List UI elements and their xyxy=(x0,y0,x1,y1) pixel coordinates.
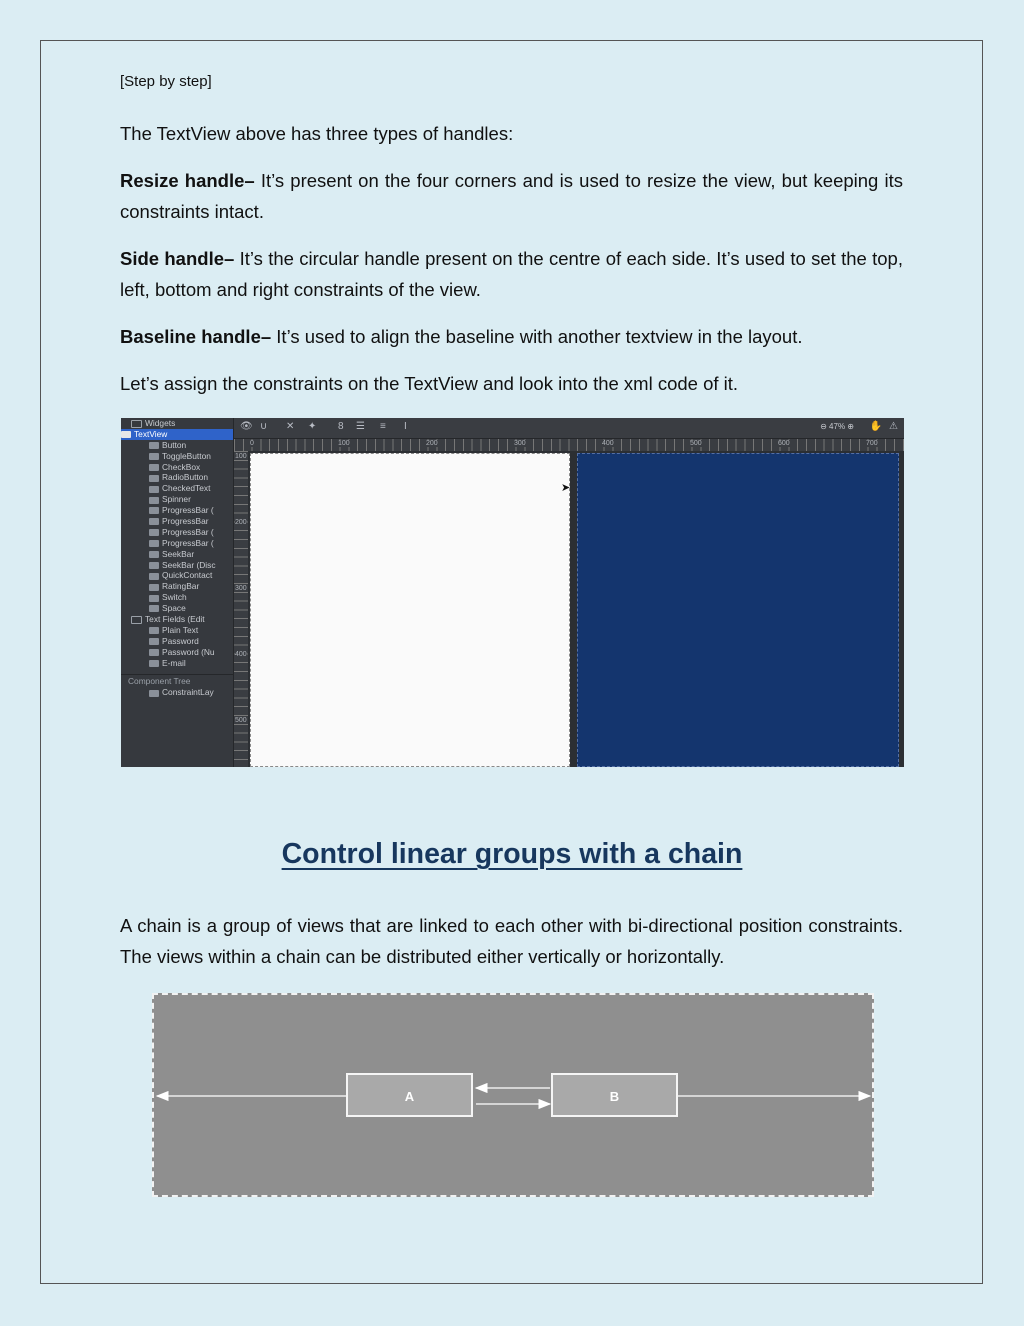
view-box-b: B xyxy=(551,1073,678,1117)
chain-arrows xyxy=(154,995,872,1195)
constraint-layout-icon xyxy=(149,690,159,697)
horizontal-ruler xyxy=(234,439,904,451)
palette-item-label: Password (Nu xyxy=(162,646,215,657)
progress-bar-icon xyxy=(149,507,159,514)
side-handle-text: It’s the circular handle present on the centre of each side. It’s used to set the top, left, bottom and right constraints of the view. xyxy=(120,248,903,300)
palette-item[interactable] xyxy=(121,462,233,473)
button-icon xyxy=(149,442,159,449)
palette-item[interactable] xyxy=(121,538,233,549)
magnet-icon[interactable]: ∪ xyxy=(260,421,268,432)
ruler-label: 300 xyxy=(514,440,526,447)
palette-item[interactable] xyxy=(121,483,233,494)
palette-item-label: SeekBar xyxy=(162,548,195,559)
palette-item-label: RatingBar xyxy=(162,581,200,592)
palette-item-label: E-mail xyxy=(162,657,186,668)
pack-icon[interactable]: ☰ xyxy=(356,421,365,432)
palette-item[interactable] xyxy=(121,570,233,581)
palette-item-label: SeekBar (Disc xyxy=(162,559,216,570)
checkbox-icon xyxy=(149,464,159,471)
ruler-label: 500 xyxy=(690,440,702,447)
align-icon[interactable]: ≡ xyxy=(380,421,386,432)
progress-bar-icon xyxy=(149,529,159,536)
section-label: [Step by step] xyxy=(120,73,212,90)
checked-text-icon xyxy=(149,486,159,493)
palette-list xyxy=(121,418,233,668)
zoom-level: 47% xyxy=(829,422,846,431)
eye-icon[interactable]: 👁 xyxy=(240,421,253,432)
zoom-out-icon[interactable]: ⊖ xyxy=(820,422,827,431)
palette-item-label: Switch xyxy=(162,592,187,603)
palette-item-label: CheckBox xyxy=(162,461,201,472)
palette-item[interactable] xyxy=(121,603,233,614)
palette-item[interactable] xyxy=(121,418,233,429)
ruler-label: 700 xyxy=(866,440,878,447)
warning-icon[interactable]: ⚠ xyxy=(889,421,898,432)
folder-icon xyxy=(131,616,142,624)
margin-icon[interactable]: 8 xyxy=(338,421,344,432)
ruler-label: 300 xyxy=(235,585,247,592)
radio-button-icon xyxy=(149,475,159,482)
palette-item-label: ProgressBar xyxy=(162,516,209,527)
baseline-handle-paragraph xyxy=(120,321,903,352)
palette-item-label: Widgets xyxy=(145,418,176,428)
ruler-label: 100 xyxy=(235,453,247,460)
component-tree-item[interactable] xyxy=(121,687,233,698)
palette-item[interactable] xyxy=(121,440,233,451)
component-tree-title: Component Tree xyxy=(121,674,233,687)
palette-panel xyxy=(121,418,234,767)
textview-icon xyxy=(121,431,131,438)
zoom-controls xyxy=(820,422,854,431)
palette-item-label: ToggleButton xyxy=(162,450,211,461)
chain-diagram xyxy=(152,993,874,1197)
editor-toolbar xyxy=(234,418,904,439)
palette-item-label: CheckedText xyxy=(162,483,211,494)
palette-item-label: Text Fields (Edit xyxy=(145,614,205,625)
palette-item[interactable] xyxy=(121,625,233,636)
palette-item-label: ProgressBar ( xyxy=(162,505,214,516)
ruler-label: 400 xyxy=(235,651,247,658)
switch-icon xyxy=(149,595,159,602)
palette-item-label: Password xyxy=(162,635,199,646)
vertical-ruler xyxy=(234,451,248,767)
ruler-label: 100 xyxy=(338,440,350,447)
seekbar-icon xyxy=(149,562,159,569)
palette-item[interactable] xyxy=(121,494,233,505)
baseline-handle-text: It’s used to align the baseline with another textview in the layout. xyxy=(271,326,803,347)
palette-item[interactable] xyxy=(121,636,233,647)
space-icon xyxy=(149,605,159,612)
ruler-label: 200 xyxy=(426,440,438,447)
palette-item[interactable] xyxy=(121,658,233,669)
palette-item-label: Button xyxy=(162,439,187,450)
palette-item-label: Spinner xyxy=(162,494,191,505)
text-field-icon xyxy=(149,638,159,645)
palette-item[interactable] xyxy=(121,549,233,560)
resize-handle-text: It’s present on the four corners and is used to resize the view, but keeping its constraints intact. xyxy=(120,170,903,222)
palette-item[interactable] xyxy=(121,472,233,483)
side-handle-term: Side handle– xyxy=(120,248,235,269)
palette-item-label: ProgressBar ( xyxy=(162,526,214,537)
palette-item[interactable] xyxy=(121,581,233,592)
pan-icon[interactable]: ✋ xyxy=(869,421,882,432)
guidelines-icon[interactable]: I xyxy=(404,421,407,432)
section-heading-text: Control linear groups with a chain xyxy=(281,838,743,870)
palette-item-label: QuickContact xyxy=(162,570,213,581)
design-surface[interactable] xyxy=(250,453,570,767)
baseline-handle-term: Baseline handle– xyxy=(120,326,272,347)
text-field-icon xyxy=(149,649,159,656)
palette-item-label: Space xyxy=(162,603,186,614)
progress-bar-icon xyxy=(149,540,159,547)
text-field-icon xyxy=(149,627,159,634)
intro-paragraph: The TextView above has three types of handles: xyxy=(120,123,514,144)
seekbar-icon xyxy=(149,551,159,558)
palette-item[interactable] xyxy=(121,647,233,658)
quick-contact-icon xyxy=(149,573,159,580)
cursor-icon: ➤ xyxy=(561,482,571,494)
clear-constraints-icon[interactable]: ✕ xyxy=(286,421,295,432)
ruler-label: 600 xyxy=(778,440,790,447)
ruler-label: 0 xyxy=(250,440,254,447)
rating-bar-icon xyxy=(149,584,159,591)
palette-item[interactable] xyxy=(121,527,233,538)
layout-editor-screenshot xyxy=(121,418,904,767)
palette-item[interactable] xyxy=(121,614,233,625)
progress-bar-icon xyxy=(149,518,159,525)
palette-item[interactable] xyxy=(121,592,233,603)
palette-item-label: TextView xyxy=(134,428,168,439)
ruler-label: 400 xyxy=(602,440,614,447)
resize-handle-term: Resize handle– xyxy=(120,170,255,191)
side-handle-paragraph xyxy=(120,243,903,305)
infer-constraints-icon[interactable]: ✦ xyxy=(308,421,317,432)
view-box-a: A xyxy=(346,1073,473,1117)
toggle-button-icon xyxy=(149,453,159,460)
palette-item-label: RadioButton xyxy=(162,472,209,483)
assign-paragraph: Let’s assign the constraints on the TextView and look into the xml code of it. xyxy=(120,373,739,394)
palette-item[interactable] xyxy=(121,516,233,527)
palette-item[interactable] xyxy=(121,429,233,440)
resize-handle-paragraph xyxy=(120,165,903,227)
chain-paragraph: A chain is a group of views that are linked to each other with bi-directional position constraints. The views within a chain can be distributed either vertically or horizontally. xyxy=(120,915,903,967)
component-tree-item-label: ConstraintLay xyxy=(162,687,214,698)
folder-icon xyxy=(131,420,142,428)
ruler-label: 200 xyxy=(235,519,247,526)
zoom-in-icon[interactable]: ⊕ xyxy=(847,422,854,431)
spinner-icon xyxy=(149,497,159,504)
ruler-label: 500 xyxy=(235,717,247,724)
blueprint-surface[interactable] xyxy=(577,453,899,767)
palette-item[interactable] xyxy=(121,505,233,516)
palette-item[interactable] xyxy=(121,451,233,462)
text-field-icon xyxy=(149,660,159,667)
section-heading xyxy=(0,838,1024,871)
palette-item-label: ProgressBar ( xyxy=(162,537,214,548)
palette-item[interactable] xyxy=(121,560,233,571)
palette-item-label: Plain Text xyxy=(162,624,199,635)
